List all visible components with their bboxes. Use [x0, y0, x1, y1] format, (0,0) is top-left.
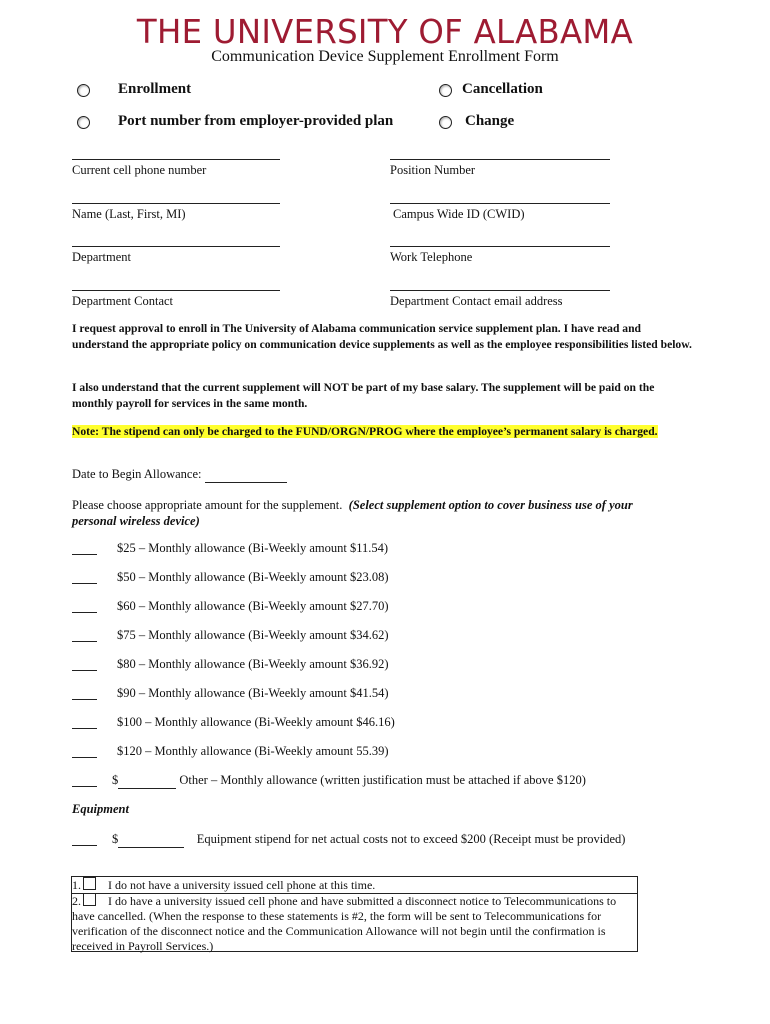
statement-1-checkbox[interactable] [83, 877, 96, 890]
date-field[interactable] [205, 467, 287, 483]
other-option [112, 773, 586, 789]
choose-text: Please choose appropriate amount for the supplement. [72, 498, 343, 512]
amount-60-blank[interactable] [72, 612, 97, 613]
note-paragraph [72, 424, 692, 440]
equipment-dollar: $ [112, 832, 119, 846]
change-label: Change [465, 113, 515, 129]
request-paragraph: I request approval to enroll in The University of Alabama communication service supplement plan. I have read and understand the appropriate policy on communication device supplements as well as the employee responsibilities listed below. [72, 322, 692, 351]
salary-text-a: I also understand that the current supplement will [72, 381, 324, 394]
cancellation-label: Cancellation [462, 81, 543, 97]
equipment-heading: Equipment [72, 802, 129, 816]
statement-1-number: 1. [72, 878, 81, 892]
department-contact-email-label: Department Contact email address [390, 294, 563, 308]
amount-90-blank[interactable] [72, 699, 97, 700]
equipment-text: Equipment stipend for net actual costs not to exceed $200 (Receipt must be provided) [196, 832, 626, 846]
date-label: Date to Begin Allowance: [72, 467, 202, 481]
note-text: Note: The stipend can only be charged to the FUND/ORGN/PROG where the employee’s permanent salary is charged. [72, 425, 658, 438]
statement-2-checkbox[interactable] [83, 893, 96, 906]
amount-option: $100 – Monthly allowance (Bi-Weekly amount $46.16) [117, 715, 395, 729]
amount-option: $75 – Monthly allowance (Bi-Weekly amount $34.62) [117, 628, 389, 642]
form-title: Communication Device Supplement Enrollment Form [211, 48, 559, 65]
change-radio[interactable] [439, 116, 452, 129]
department-contact-field[interactable] [72, 290, 280, 291]
amount-75-blank[interactable] [72, 641, 97, 642]
department-contact-email-field[interactable] [390, 290, 610, 291]
equipment-option [112, 832, 625, 848]
salary-text-b: be part of my base salary. The supplement will be paid on the monthly payroll for services in the same month. [72, 381, 655, 410]
amount-option: $90 – Monthly allowance (Bi-Weekly amount $41.54) [117, 686, 389, 700]
cell-phone-label: Current cell phone number [72, 163, 207, 177]
enrollment-radio[interactable] [77, 84, 90, 97]
date-to-begin [72, 467, 287, 483]
other-text: Other – Monthly allowance (written justification must be attached if above $120) [179, 773, 586, 787]
other-dollar: $ [112, 773, 119, 787]
name-label: Name (Last, First, MI) [72, 207, 186, 221]
department-field[interactable] [72, 246, 280, 247]
amount-option: $120 – Monthly allowance (Bi-Weekly amount 55.39) [117, 744, 389, 758]
other-blank[interactable] [72, 786, 97, 787]
amount-120-blank[interactable] [72, 757, 97, 758]
cell-phone-field[interactable] [72, 159, 280, 160]
salary-paragraph [72, 380, 692, 412]
department-label: Department [72, 250, 132, 264]
choose-amount-text [72, 497, 672, 529]
cwid-label: Campus Wide ID (CWID) [393, 207, 525, 221]
statement-1 [71, 877, 638, 894]
enrollment-label: Enrollment [118, 81, 192, 97]
statement-2-number: 2. [72, 894, 81, 908]
amount-option: $50 – Monthly allowance (Bi-Weekly amount $23.08) [117, 570, 389, 584]
equipment-amount-field[interactable] [118, 832, 184, 848]
work-telephone-field[interactable] [390, 246, 610, 247]
amount-50-blank[interactable] [72, 583, 97, 584]
cancellation-radio[interactable] [439, 84, 452, 97]
port-number-radio[interactable] [77, 116, 90, 129]
salary-not: NOT [323, 381, 349, 394]
amount-25-blank[interactable] [72, 554, 97, 555]
statement-1-text: I do not have a university issued cell phone at this time. [108, 878, 376, 892]
department-contact-label: Department Contact [72, 294, 174, 308]
other-amount-field[interactable] [118, 773, 176, 789]
name-field[interactable] [72, 203, 280, 204]
statement-2 [72, 893, 636, 954]
work-telephone-label: Work Telephone [390, 250, 473, 264]
amount-80-blank[interactable] [72, 670, 97, 671]
amount-100-blank[interactable] [72, 728, 97, 729]
position-number-label: Position Number [390, 163, 476, 177]
statement-2-text: I do have a university issued cell phone and have submitted a disconnect notice to Telecommunications to have cancelled. (When the response to these statements is #2, the form will be sent to Telecommunications for verification of the disconnect notice and the Communication Allowance will not begin until the confirmation is received in Payroll Services.) [72, 894, 617, 953]
amount-option: $80 – Monthly allowance (Bi-Weekly amount $36.92) [117, 657, 389, 671]
position-number-field[interactable] [390, 159, 610, 160]
equipment-blank[interactable] [72, 845, 97, 846]
amount-option: $60 – Monthly allowance (Bi-Weekly amount $27.70) [117, 599, 389, 613]
cwid-field[interactable] [390, 203, 610, 204]
amount-option: $25 – Monthly allowance (Bi-Weekly amount $11.54) [117, 541, 389, 555]
university-name: THE UNIVERSITY OF ALABAMA [136, 12, 634, 51]
choose-emphasis: (Select supplement option to cover business use of your personal wireless device) [72, 498, 633, 528]
port-number-label: Port number from employer-provided plan [118, 113, 394, 129]
